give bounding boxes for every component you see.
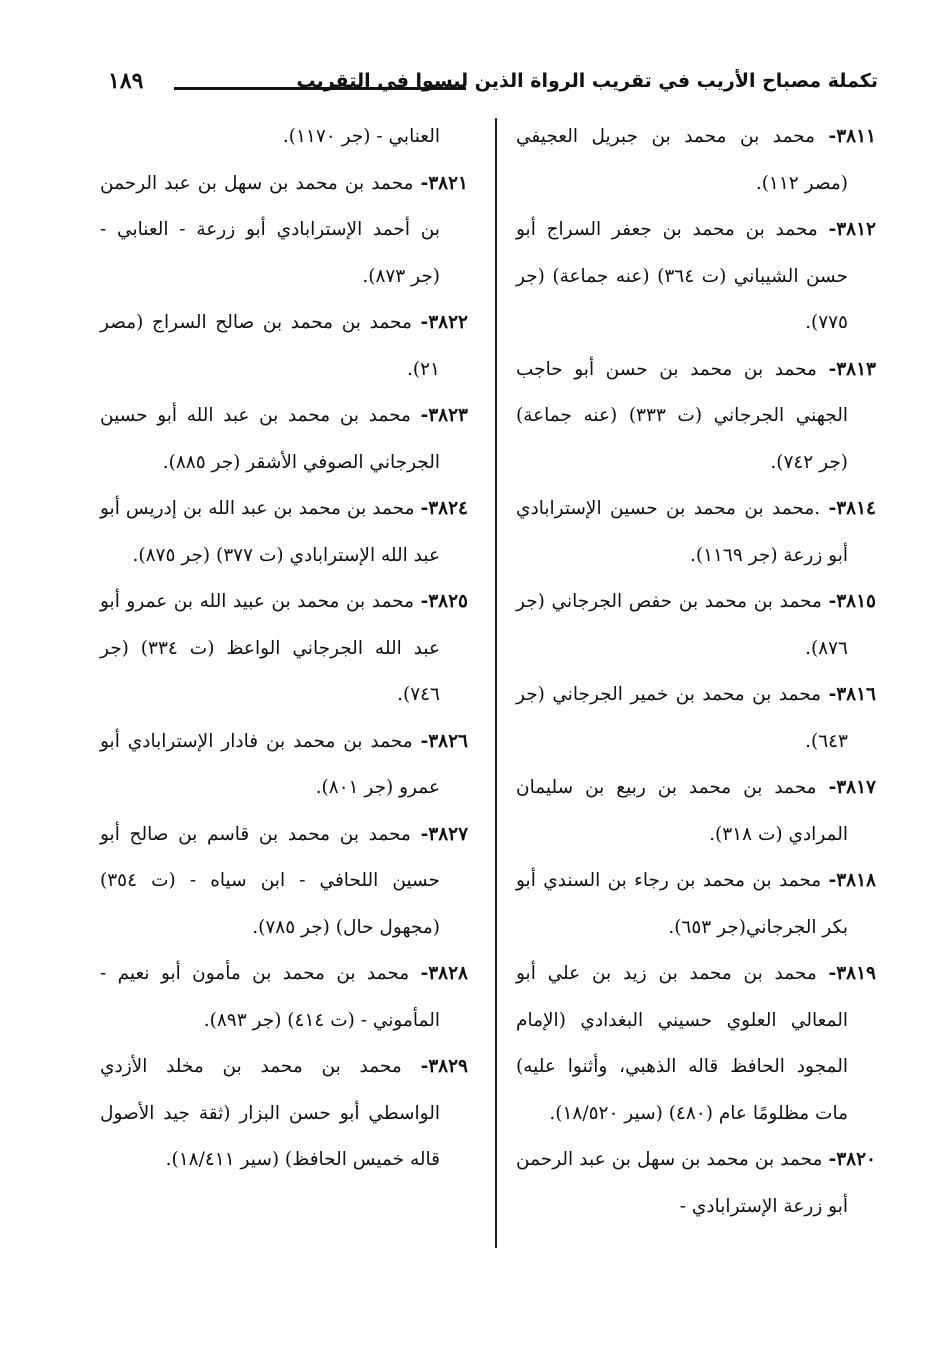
entry-3813: [516, 347, 876, 487]
left-column: [100, 114, 468, 1184]
entry-number: ٣٨١٣-: [828, 358, 876, 380]
entry-number: ٣٨٢٢-: [420, 312, 468, 333]
entry-3824: [100, 486, 468, 579]
entry-number: ٣٨١٨-: [828, 870, 876, 891]
entry-3814: [516, 486, 876, 579]
continuation-text: العنابي - (جر ١١٧٠).: [282, 126, 440, 147]
entry-text: محمد بن محمد بن سهل بن عبد الرحمن بن أحمد الإسترابادي أبو زرعة - العنابي - (جر ٨٧٣).: [100, 172, 440, 287]
entry-number: ٣٨٢٦-: [420, 730, 468, 752]
page-header: [100, 68, 878, 112]
entry-text: محمد بن محمد بن رجاء بن السندي أبو بكر الجرجاني(جر ٦٥٣).: [516, 870, 848, 938]
entry-3826: [100, 719, 468, 812]
entry-3820: [516, 1137, 876, 1230]
entry-text: محمد بن محمد بن مأمون أبو نعيم - المأموني - (ت ٤١٤) (جر ٨٩٣).: [100, 963, 440, 1031]
entry-text: محمد بن محمد بن حسن أبو حاجب الجهني الجرجاني (ت ٣٣٣) (عنه جماعة) (جر ٧٤٢).: [516, 358, 848, 473]
page-number: ١٨٩: [108, 68, 144, 94]
entry-number: ٣٨٢٨-: [420, 963, 468, 984]
entry-number: ٣٨٢٩-: [420, 1056, 468, 1077]
entry-text: محمد بن محمد بن خمير الجرجاني (جر ٦٤٣).: [516, 684, 848, 752]
entry-3817: [516, 765, 876, 858]
entry-number: ٣٨١٩-: [828, 963, 876, 984]
header-rule: [174, 87, 466, 90]
entry-number: ٣٨٢٥-: [420, 591, 468, 612]
entry-3828: [100, 951, 468, 1044]
entry-text: محمد بن محمد بن فادار الإسترابادي أبو عمرو (جر ٨٠١).: [100, 730, 440, 798]
entry-3825: [100, 579, 468, 719]
entry-number: ٣٨١٧-: [828, 777, 876, 798]
entry-3827: [100, 812, 468, 952]
entry-text: محمد بن محمد بن حفص الجرجاني (جر ٨٧٦).: [516, 591, 848, 659]
entry-number: ٣٨٢٣-: [420, 405, 468, 426]
entry-text: محمد بن محمد بن زيد بن علي أبو المعالي العلوي حسيني البغدادي (الإمام المجود الحافظ قاله الذهبي، وأثنوا عليه) مات مظلومًا عام (٤٨٠) (سير ١٨/٥٢٠).: [516, 963, 848, 1124]
entry-text: محمد بن محمد بن جبريل العجيفي (مصر ١١٢).: [516, 126, 848, 194]
entry-text: محمد بن محمد بن جعفر السراج أبو حسن الشيباني (ت ٣٦٤) (عنه جماعة) (جر ٧٧٥).: [516, 219, 848, 333]
entry-text: محمد بن محمد بن عبد الله أبو حسين الجرجاني الصوفي الأشقر (جر ٨٨٥).: [100, 405, 440, 473]
entry-3823: [100, 393, 468, 486]
entry-text: محمد بن محمد بن عبيد الله بن عمرو أبو عبد الله الجرجاني الواعظ (ت ٣٣٤) (جر ٧٤٦).: [100, 591, 440, 705]
right-column: [516, 114, 876, 1230]
entry-3815: [516, 579, 876, 672]
entry-number: ٣٨٢٧-: [420, 823, 469, 845]
entry-number: ٣٨١٤-: [828, 498, 876, 519]
entry-number: ٣٨١٥-: [828, 591, 876, 612]
entry-text: محمد بن محمد بن مخلد الأزدي الواسطي أبو حسن البزار (ثقة جيد الأصول قاله خميس الحافظ) (سير ١٨/٤١١).: [100, 1056, 440, 1170]
entry-number: ٣٨٢١-: [420, 172, 468, 194]
entry-text: محمد بن محمد بن صالح السراج (مصر ٢١).: [100, 312, 440, 380]
entry-text: محمد بن محمد بن ربيع بن سليمان المرادي (ت ٣١٨).: [516, 777, 848, 845]
entry-3821: [100, 161, 468, 301]
entry-text: محمد بن محمد بن قاسم بن صالح أبو حسين اللحافي - ابن سياه - (ت ٣٥٤) (مجهول حال) (جر ٧٨٥).: [100, 823, 440, 938]
entry-3811: [516, 114, 876, 207]
entry-text: محمد بن محمد بن عبد الله بن إدريس أبو عبد الله الإسترابادي (ت ٣٧٧) (جر ٨٧٥).: [100, 498, 440, 566]
column-divider: [495, 118, 497, 1248]
entry-3812: [516, 207, 876, 347]
entry-3819: [516, 951, 876, 1137]
entry-3818: [516, 858, 876, 951]
running-title: تكملة مصباح الأريب في تقريب الرواة الذين ليسوا في التقريب: [296, 70, 878, 92]
entry-number: ٣٨١١-: [828, 126, 876, 147]
entry-number: ٣٨٢٤-: [420, 498, 468, 519]
entry-3822: [100, 300, 468, 393]
entry-number: ٣٨١٦-: [828, 684, 876, 705]
entry-3829: [100, 1044, 468, 1184]
entry-number: ٣٨١٢-: [828, 219, 876, 240]
entry-text: محمد بن محمد بن سهل بن عبد الرحمن أبو زرعة الإسترابادي -: [516, 1149, 848, 1217]
entry-3820-continuation: [100, 114, 468, 161]
entry-number: ٣٨٢٠-: [828, 1149, 876, 1170]
entry-3816: [516, 672, 876, 765]
entry-text: .محمد بن محمد بن حسين الإسترابادي أبو زرعة (جر ١١٦٩).: [516, 498, 848, 566]
